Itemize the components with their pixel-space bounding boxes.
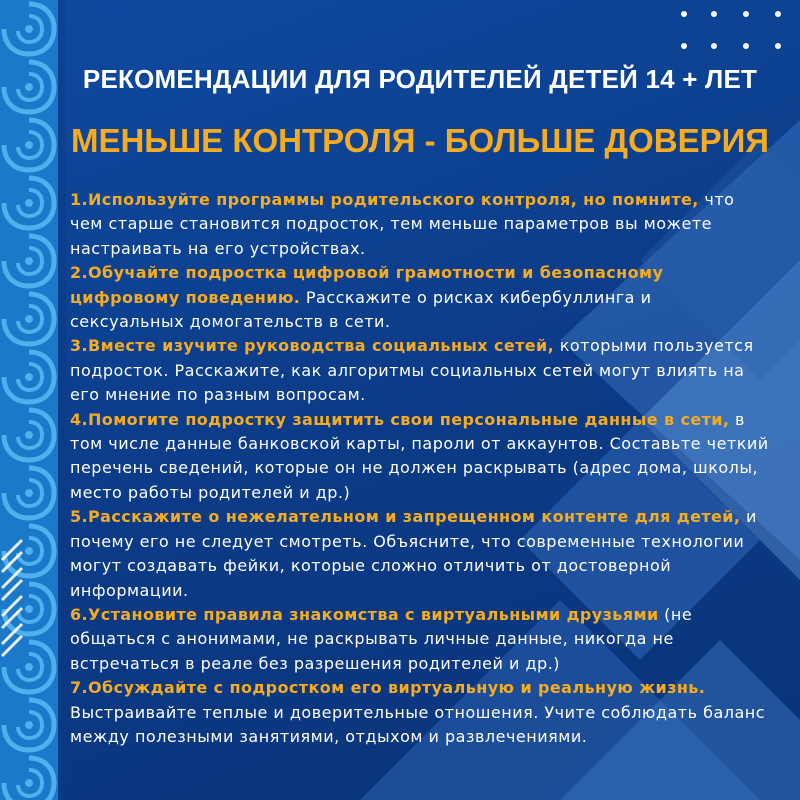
tip-item <box>70 676 770 749</box>
tip-highlight: 4.Помогите подростку защитить свои персональные данные в сети, <box>70 409 730 429</box>
tip-highlight: 5.Расскажите о нежелательном и запрещенном контенте для детей, <box>70 507 741 527</box>
tip-text: Выстраивайте теплые и доверительные отношения. Учите соблюдать баланс между полезными занятиями, отдыхом и развлечениями. <box>70 702 766 746</box>
tip-highlight: 7.Обсуждайте с подростком его виртуальную и реальную жизнь. <box>70 678 706 698</box>
tip-item <box>70 261 770 334</box>
tip-item <box>70 505 770 603</box>
tip-highlight: 2.Обучайте подростка цифровой грамотности и безопасному цифровому поведению. <box>70 263 664 307</box>
tip-text: в том числе данные банковской карты, пароли от аккаунтов. Составьте четкий перечень сведений, которые он не должен раскрывать (адрес дома, школы, место работы родителей и др.) <box>70 409 769 502</box>
tip-text: (не общаться с анонимами, не раскрывать личные данные, никогда не встречаться в реале без разрешения родителей и др.) <box>70 604 693 673</box>
tip-text: которыми пользуется подросток. Расскажите, как алгоритмы социальных сетей могут влиять на его мнение по разным вопросам. <box>70 336 754 405</box>
tip-item <box>70 334 770 407</box>
tips-list <box>70 188 770 749</box>
tip-item <box>70 603 770 676</box>
tip-highlight: 6.Установите правила знакомства с виртуальными друзьями <box>70 604 659 624</box>
tip-item <box>70 408 770 506</box>
page-subtitle: МЕНЬШЕ КОНТРОЛЯ - БОЛЬШЕ ДОВЕРИЯ <box>70 122 770 159</box>
tip-item <box>70 188 770 261</box>
tip-highlight: 1.Используйте программы родительского контроля, но помните, <box>70 190 699 209</box>
tip-text: что чем старше становится подросток, тем меньше параметров вы можете настраивать на его устройствах. <box>70 190 735 258</box>
page-title: РЕКОМЕНДАЦИИ ДЛЯ РОДИТЕЛЕЙ ДЕТЕЙ 14 + ЛЕТ <box>82 64 758 94</box>
tip-highlight: 3.Вместе изучите руководства социальных сетей, <box>70 336 555 356</box>
tip-text: и почему его не следует смотреть. Объясните, что современные технологии могут создавать фейки, которые сложно отличить от достоверной информации. <box>70 507 757 600</box>
tip-text: Расскажите о рисках кибербуллинга и сексуальных домогательств в сети. <box>70 287 652 332</box>
